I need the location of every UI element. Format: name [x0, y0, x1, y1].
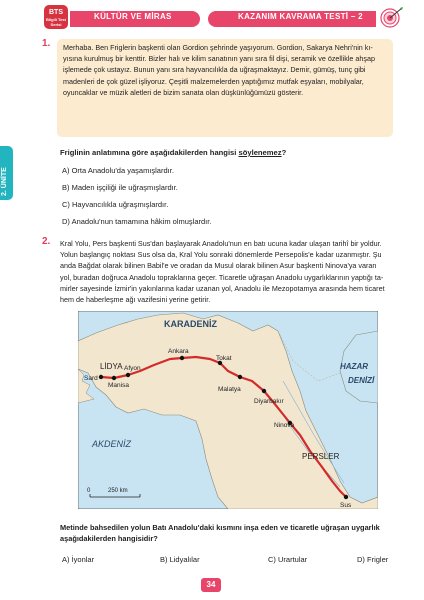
royal-road-map: [78, 311, 378, 509]
label-sard: Sard: [84, 375, 98, 382]
label-malatya: Malatya: [218, 386, 241, 393]
scale-zero: 0: [87, 488, 91, 494]
question-1-option-c[interactable]: C) Hayvancılıkla uğraşmışlardır.: [62, 200, 169, 209]
city-dot-sard: [99, 375, 103, 379]
passage-line: madenleri de çok güzel işliyoruz. Çeşitli malzemelerden yaptığımız mutfak eşyaları, mobilyalar,: [63, 76, 364, 86]
city-dot-afyon: [126, 373, 130, 377]
question-1-option-a[interactable]: A) Orta Anadolu'da yaşamışlardır.: [62, 166, 174, 175]
question-2-option-b[interactable]: B) Lidyalılar: [160, 555, 200, 564]
city-dot-sus: [344, 495, 348, 499]
test-title: KAZANIM KAVRAMA TESTİ – 2: [238, 12, 363, 21]
stem-underlined-word: söylenemez: [238, 148, 282, 157]
label-diyarbakir: Diyarbakır: [254, 398, 284, 405]
text-line: Yolun başlangıç noktası Sus olsa da, Kral Yolu sonraki dönemlerde Persepolis'e kadar uzanmıştır. Şu: [60, 250, 382, 260]
label-hazar: HAZAR: [340, 362, 368, 371]
question-2-option-c[interactable]: C) Urartular: [268, 555, 308, 564]
question-1-option-b[interactable]: B) Maden işçiliği ile uğraşmışlardır.: [62, 183, 178, 192]
question-2-text: [60, 238, 400, 305]
label-manisa: Manisa: [108, 382, 129, 389]
text-line: Kral Yolu, Pers başkenti Sus'dan başlayarak Anadolu'nun en batı ucuna kadar ulaşan tarihî bir yoldur.: [60, 239, 382, 248]
stem-line: aşağıdakilerden hangisidir?: [60, 534, 158, 543]
stem-line: Metinde bahsedilen yolun Batı Anadolu'daki kısmını inşa eden ve ticaretle uğraşan uygarlık: [60, 523, 380, 532]
passage-line: işlemede çok ustayız. Bunun yanı sıra hayvancılıkla da uğraşmaktayız. Demir, gümüş, tunç gibi: [63, 65, 366, 75]
passage-line: yısına kurulmuş bir kenttir. Bizler halı ve kilim sanatının yanı sıra fil dişi, seramik ve özellikle ahşap: [63, 54, 375, 64]
question-2-stem: [60, 522, 400, 544]
label-persler: PERSLER: [302, 452, 340, 461]
text-line: mirler sayesinde İzmir'in yakınlarına kadar uzanan yol, Anadolu ile Mezopotamya arasında hem ticaret: [60, 283, 385, 293]
label-afyon: Afyon: [124, 365, 141, 372]
question-2-number: 2.: [42, 236, 51, 247]
question-1-passage: [57, 39, 393, 137]
question-1-option-d[interactable]: D) Anadolu'nun tamamına hâkim olmuşlardır.: [62, 217, 212, 226]
text-line: yol, buradan doğruca Anadolu topraklarına geçer. Ticaretle uğraşan Anadolu uygarlıklarının yaptığı ta-: [60, 272, 384, 282]
question-2-option-a[interactable]: A) İyonlar: [62, 555, 95, 564]
text-line: hem de haberleşme ağı vazifesini yerine getirir.: [60, 295, 211, 305]
page-header: [0, 0, 424, 30]
label-lidya: LİDYA: [100, 362, 123, 371]
label-akdeniz: AKDENİZ: [92, 439, 132, 449]
label-tokat: Tokat: [216, 355, 232, 362]
question-1-number: 1.: [42, 38, 51, 49]
label-sus: Sus: [340, 502, 352, 509]
scale-label: 250 km: [108, 488, 128, 494]
question-1-stem: Friglinin anlatımına göre aşağıdakilerden hangisi söylenemez?: [60, 148, 287, 157]
unit-side-tab: [0, 146, 13, 200]
city-dot-ankara: [180, 356, 184, 360]
unit-side-tab-label: 2. ÜNİTE: [1, 167, 8, 196]
page-number: 34: [201, 578, 221, 592]
city-dot-malatya: [238, 375, 242, 379]
city-dot-diyarbakir: [262, 389, 266, 393]
label-ankara: Ankara: [168, 348, 189, 355]
text-line: anda Bağdat olarak bilinen Babil'e ve oradan da Musul olarak bilinen Asur başkenti Ninova'ya varan: [60, 261, 377, 271]
label-ninova: Ninova: [274, 422, 295, 429]
target-icon: [380, 6, 404, 28]
unit-title: KÜLTÜR VE MİRAS: [94, 12, 172, 21]
passage-line: Merhaba. Ben Friglerin başkenti olan Gordion şehrinde yaşıyorum. Gordion, Sakarya Nehri'nin kı-: [63, 43, 373, 52]
label-karadeniz: KARADENİZ: [164, 319, 217, 329]
question-2-option-d[interactable]: D) Frigler: [357, 555, 389, 564]
passage-line: oyuncaklar ve müzik aletleri de bizim sanata olan düşkünlüğümüzü gösterir.: [63, 87, 304, 97]
publisher-logo: BTS Bilgili Test Serisi: [44, 5, 68, 29]
label-denizi: DENİZİ: [348, 376, 375, 385]
city-dot-manisa: [112, 376, 116, 380]
